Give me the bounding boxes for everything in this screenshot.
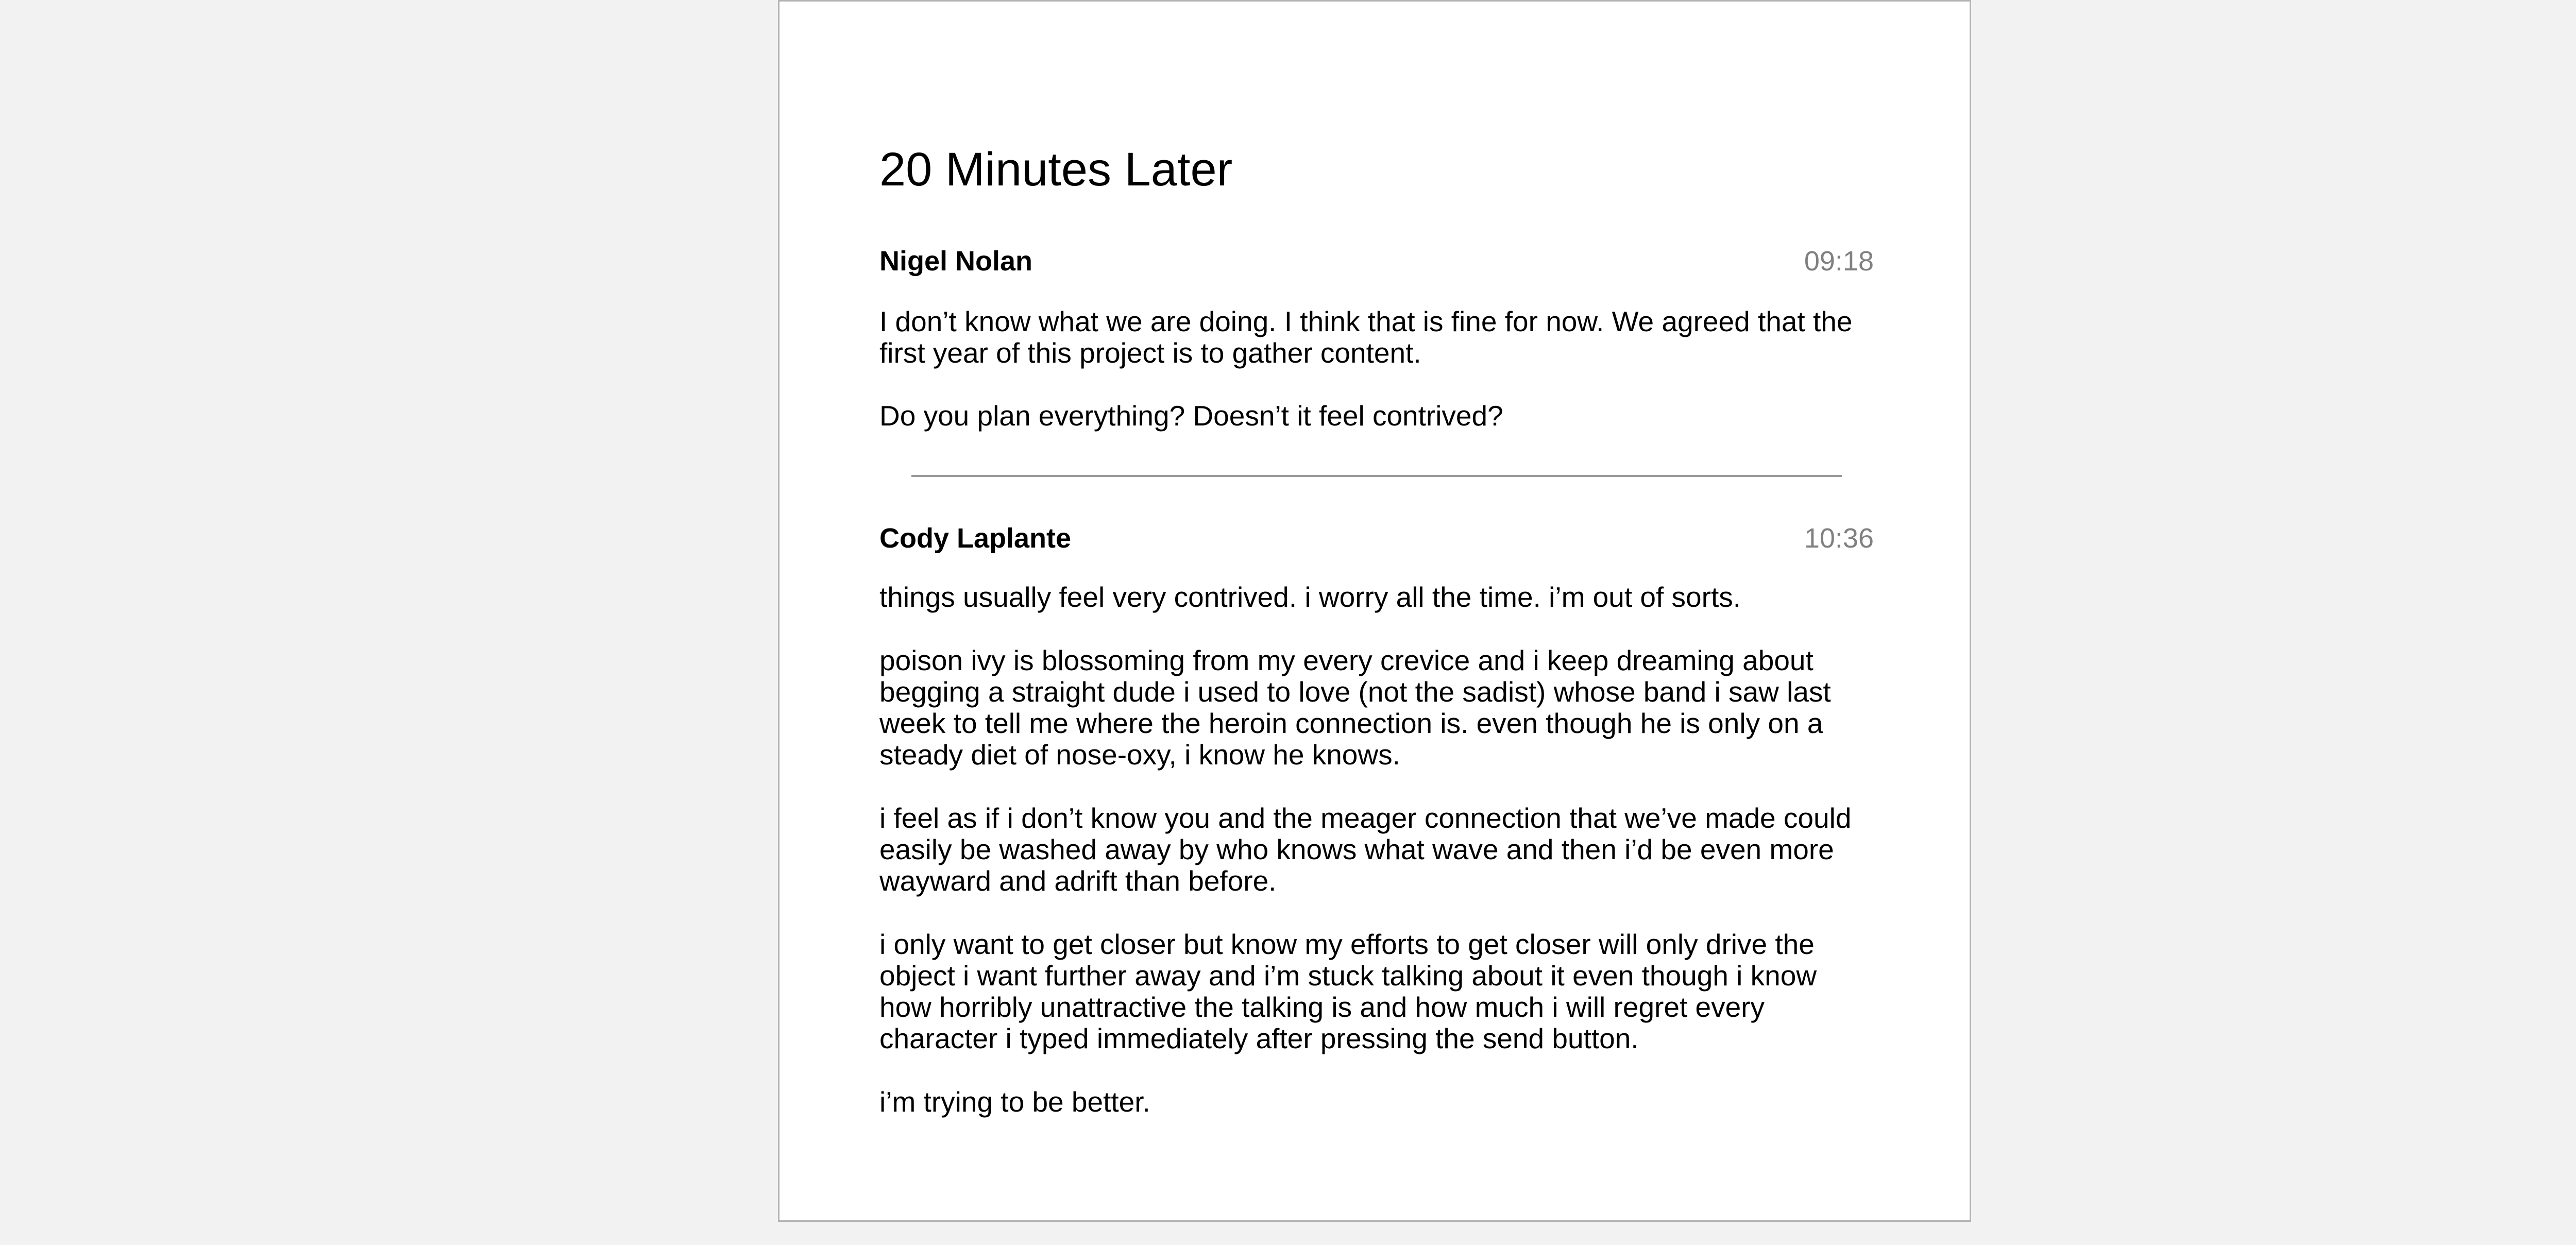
message-author: Cody Laplante <box>879 523 1072 554</box>
message-header <box>879 245 1874 278</box>
document-content <box>879 140 1874 1118</box>
message-paragraph: poison ivy is blossoming from my every crevice and i keep dreaming about begging a straight dude i used to love (not the sadist) whose band i saw last week to tell me where the heroin connection is. even though he is only on a steady diet of nose-oxy, i know he knows. <box>879 644 1831 771</box>
message-paragraph: i’m trying to be better. <box>879 1086 1150 1118</box>
message-header <box>879 522 1874 555</box>
message-author: Nigel Nolan <box>879 246 1033 277</box>
message-paragraph: i only want to get closer but know my efforts to get closer will only drive the object i want further away and i’m stuck talking about it even though i know how horribly unattractive the talking is and how much i will regret every character i typed immediately after pressing the send button. <box>879 928 1817 1054</box>
message-timestamp: 09:18 <box>1804 246 1874 277</box>
message-timestamp: 10:36 <box>1804 523 1874 554</box>
message-paragraph: things usually feel very contrived. i worry all the time. i’m out of sorts. <box>879 581 1741 613</box>
message-paragraph: Do you plan everything? Doesn’t it feel contrived? <box>879 400 1503 432</box>
document-page <box>778 0 1971 1222</box>
message-paragraph: I don’t know what we are doing. I think that is fine for now. We agreed that the first year of this project is to gather content. <box>879 305 1853 369</box>
document-title: 20 Minutes Later <box>879 143 1233 196</box>
message-paragraph: i feel as if i don’t know you and the meager connection that we’ve made could easily be washed away by who knows what wave and then i’d be even more wayward and adrift than before. <box>879 802 1852 897</box>
